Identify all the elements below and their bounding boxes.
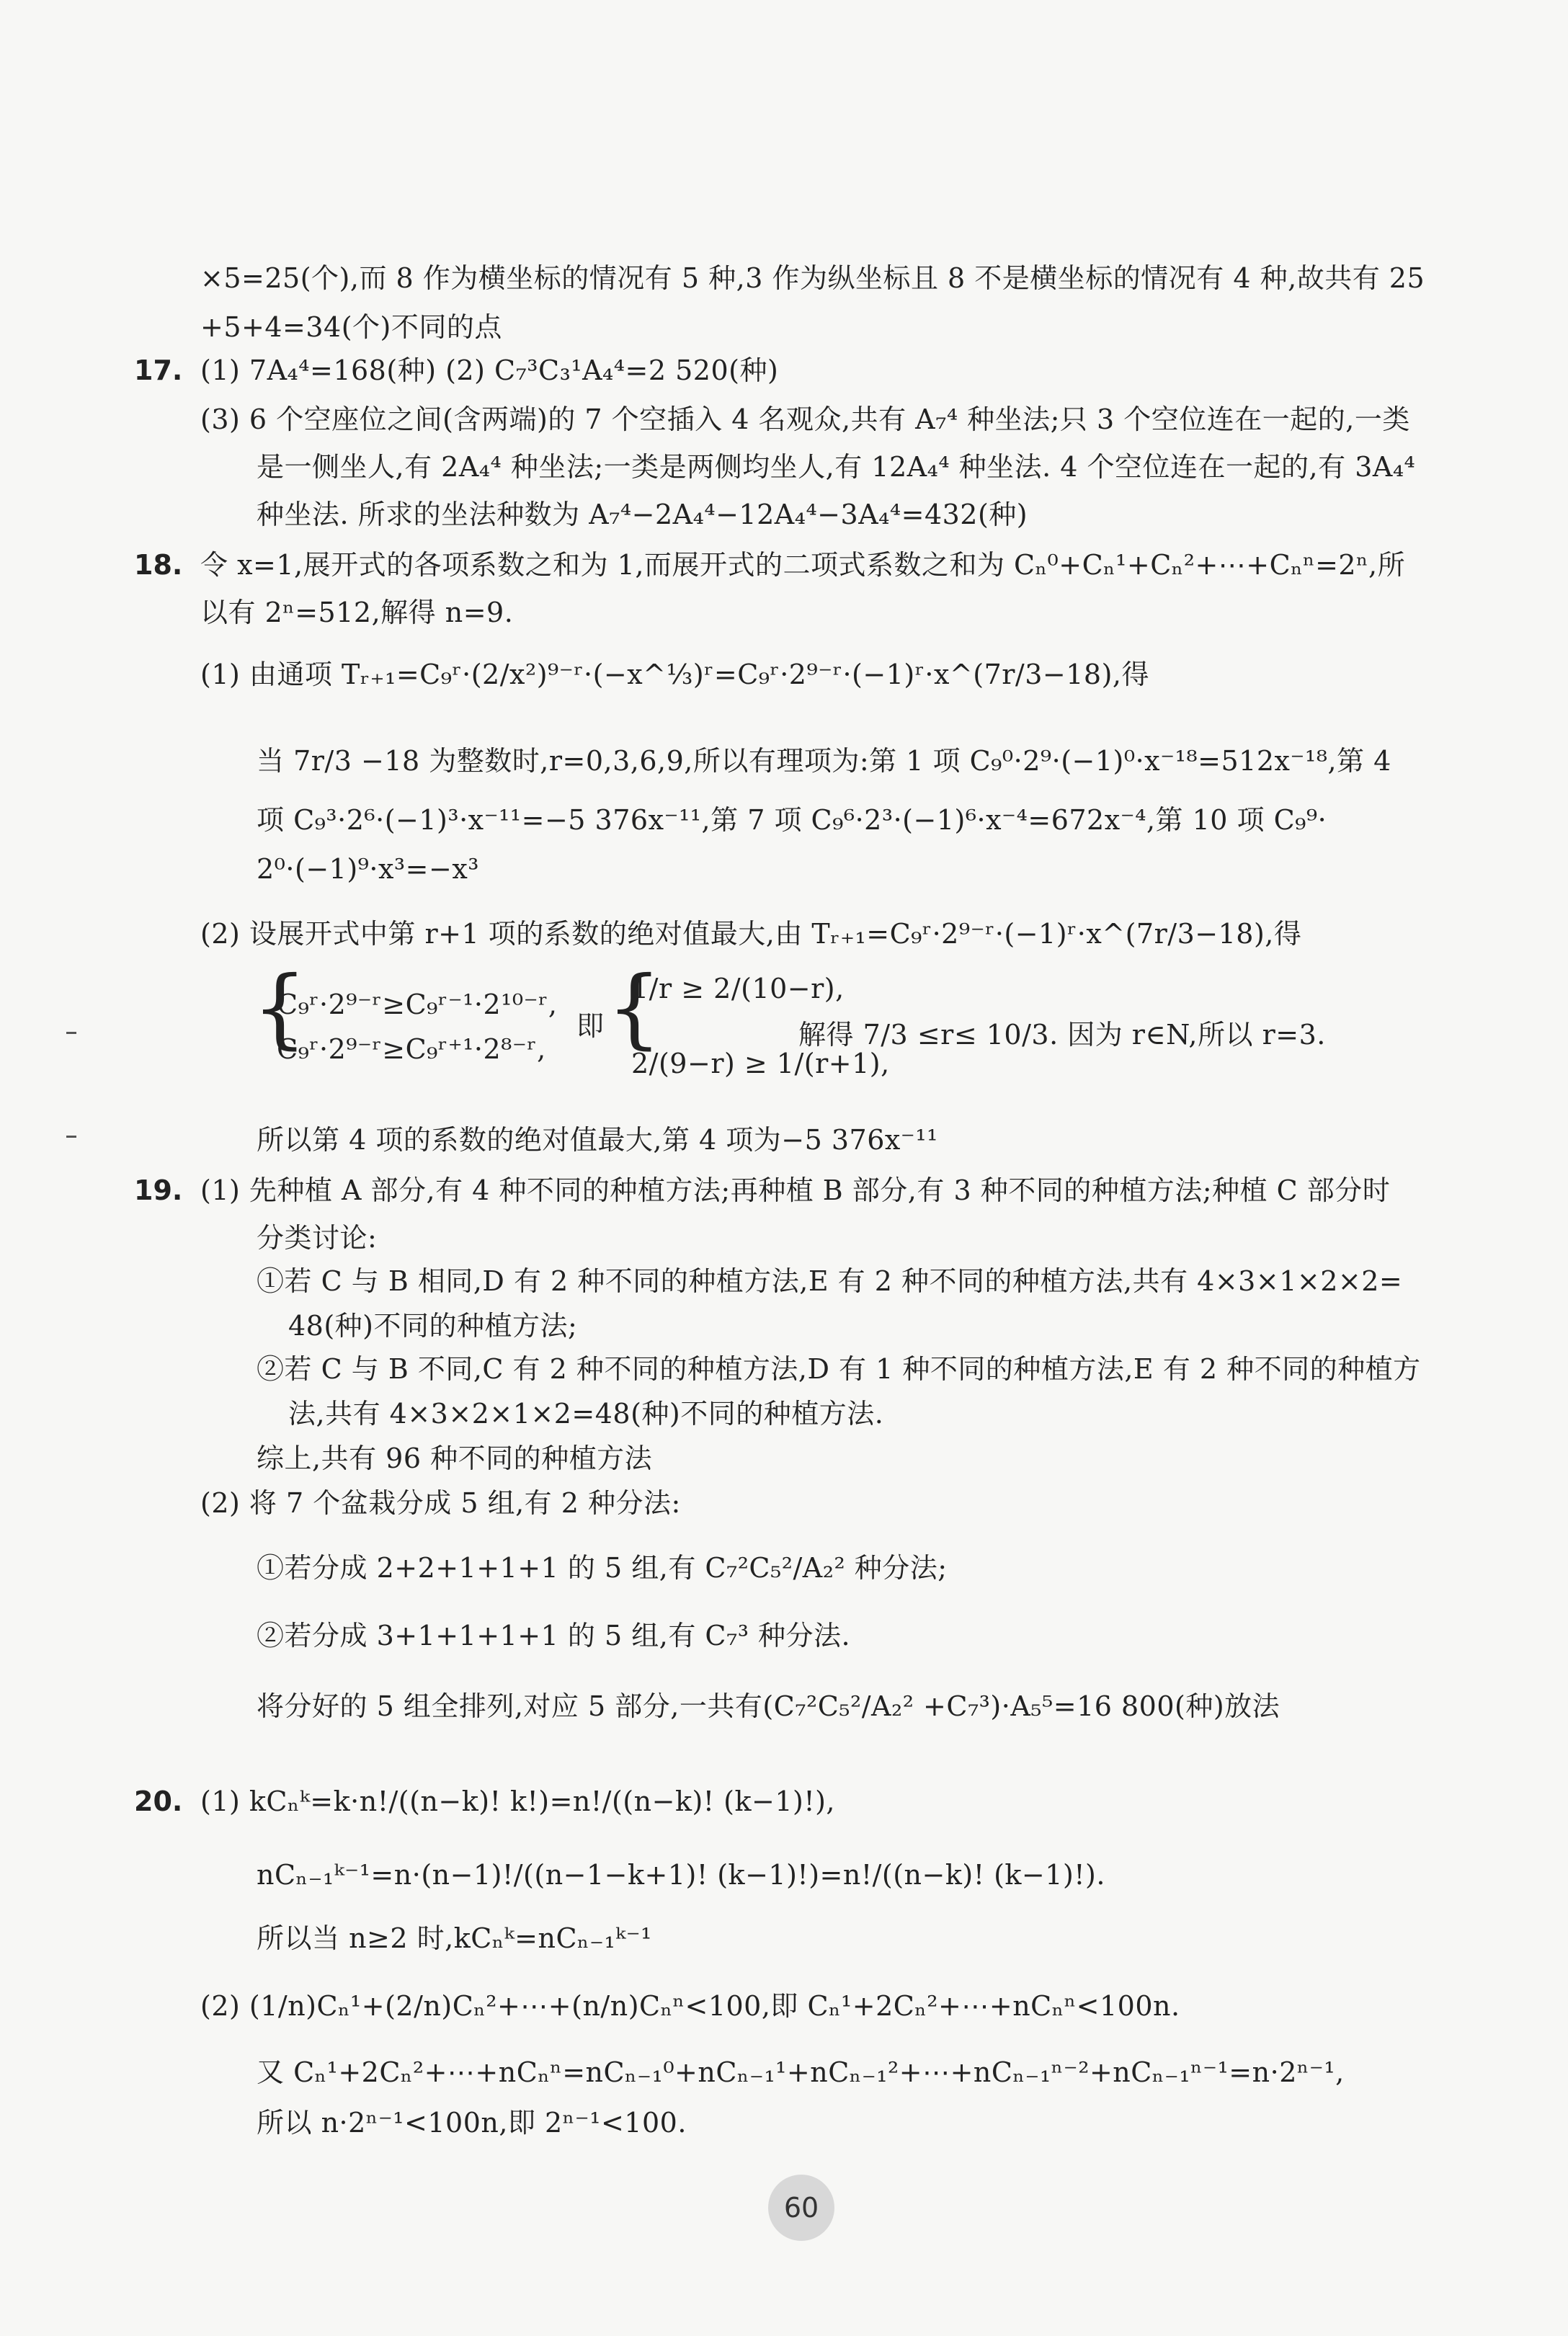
p16-line-2: +5+4=34(个)不同的点 <box>200 311 502 343</box>
p18-solve: 解得 7/3 ≤r≤ 10/3. 因为 r∈N,所以 r=3. <box>798 1019 1326 1051</box>
p20-line-3: 所以当 n≥2 时,kCₙᵏ=nCₙ₋₁ᵏ⁻¹ <box>257 1922 652 1954</box>
p19-part2-case2: ②若分成 3+1+1+1+1 的 5 组,有 C₇³ 种分法. <box>257 1620 851 1651</box>
p19-part2-case1: ①若分成 2+2+1+1+1 的 5 组,有 C₇²C₅²/A₂² 种分法; <box>257 1552 948 1584</box>
p18-system-2b: 2/(9−r) ≥ 1/(r+1), <box>631 1048 890 1079</box>
problem-20-number: 20. <box>134 1786 183 1817</box>
p16-line-1: ×5=25(个),而 8 作为横坐标的情况有 5 种,3 作为纵坐标且 8 不是横坐标的情况有 4 种,故共有 25 <box>200 262 1425 294</box>
margin-mark <box>66 1136 76 1138</box>
p19-case2-line-1: ②若 C 与 B 不同,C 有 2 种不同的种植方法,D 有 1 种不同的种植方法,E 有 2 种不同的种植方 <box>257 1353 1421 1385</box>
p17-part1: (1) 7A₄⁴=168(种) (2) C₇³C₃¹A₄⁴=2 520(种) <box>200 355 779 386</box>
left-brace-2: { <box>607 958 662 1058</box>
p18-part1-line-2: 当 7r/3 −18 为整数时,r=0,3,6,9,所以有理项为:第 1 项 C₉⁰·2⁹·(−1)⁰·x⁻¹⁸=512x⁻¹⁸,第 4 <box>257 745 1391 777</box>
p20-line-4: (2) (1/n)Cₙ¹+(2/n)Cₙ²+⋯+(n/n)Cₙⁿ<100,即 Cₙ¹+2Cₙ²+⋯+nCₙⁿ<100n. <box>200 1990 1180 2022</box>
p19-case1-line-1: ①若 C 与 B 相同,D 有 2 种不同的种植方法,E 有 2 种不同的种植方法,共有 4×3×1×2×2= <box>257 1265 1403 1297</box>
p19-case2-line-2: 法,共有 4×3×2×1×2=48(种)不同的种植方法. <box>288 1398 884 1430</box>
p19-part2-total: 将分好的 5 组全排列,对应 5 部分,一共有(C₇²C₅²/A₂² +C₇³)·A₅⁵=16 800(种)放法 <box>257 1690 1280 1722</box>
p20-line-5: 又 Cₙ¹+2Cₙ²+⋯+nCₙⁿ=nCₙ₋₁⁰+nCₙ₋₁¹+nCₙ₋₁²+⋯+nCₙ₋₁ⁿ⁻²+nCₙ₋₁ⁿ⁻¹=n·2ⁿ⁻¹, <box>257 2056 1345 2088</box>
p19-case1-line-2: 48(种)不同的种植方法; <box>288 1310 578 1342</box>
p18-part1-line-4: 2⁰·(−1)⁹·x³=−x³ <box>257 853 479 885</box>
p18-system-1a: C₉ʳ·2⁹⁻ʳ≥C₉ʳ⁻¹·2¹⁰⁻ʳ, <box>277 989 558 1020</box>
p19-part2-line-1: (2) 将 7 个盆栽分成 5 组,有 2 种分法: <box>200 1487 681 1519</box>
margin-mark <box>66 1032 76 1034</box>
p19-part1-line-2: 分类讨论: <box>257 1222 378 1254</box>
p20-line-2: nCₙ₋₁ᵏ⁻¹=n·(n−1)!/((n−1−k+1)! (k−1)!)=n!/((n−k)! (k−1)!). <box>257 1859 1105 1891</box>
p18-system-1b: C₉ʳ·2⁹⁻ʳ≥C₉ʳ⁺¹·2⁸⁻ʳ, <box>277 1033 546 1065</box>
p18-ji: 即 <box>576 1010 605 1042</box>
p18-part2-conclusion: 所以第 4 项的系数的绝对值最大,第 4 项为−5 376x⁻¹¹ <box>257 1124 938 1156</box>
p18-system-2a: 1/r ≥ 2/(10−r), <box>631 973 845 1004</box>
p19-part1-line-1: (1) 先种植 A 部分,有 4 种不同的种植方法;再种植 B 部分,有 3 种不同的种植方法;种植 C 部分时 <box>200 1174 1391 1206</box>
p18-part1-line-1: (1) 由通项 Tᵣ₊₁=C₉ʳ·(2/x²)⁹⁻ʳ·(−x^⅓)ʳ=C₉ʳ·2⁹⁻ʳ·(−1)ʳ·x^(7r/3−18),得 <box>200 659 1149 690</box>
p18-part2-line-1: (2) 设展开式中第 r+1 项的系数的绝对值最大,由 Tᵣ₊₁=C₉ʳ·2⁹⁻ʳ·(−1)ʳ·x^(7r/3−18),得 <box>200 918 1302 950</box>
p20-line-6: 所以 n·2ⁿ⁻¹<100n,即 2ⁿ⁻¹<100. <box>257 2107 687 2139</box>
p18-line-1: 令 x=1,展开式的各项系数之和为 1,而展开式的二项式系数之和为 Cₙ⁰+Cₙ¹+Cₙ²+⋯+Cₙⁿ=2ⁿ,所 <box>200 549 1406 581</box>
p17-part3-line-2: 是一侧坐人,有 2A₄⁴ 种坐法;一类是两侧均坐人,有 12A₄⁴ 种坐法. 4 个空位连在一起的,有 3A₄⁴ <box>257 451 1416 483</box>
p19-summary: 综上,共有 96 种不同的种植方法 <box>257 1443 653 1474</box>
problem-19-number: 19. <box>134 1174 183 1206</box>
p18-part1-line-3: 项 C₉³·2⁶·(−1)³·x⁻¹¹=−5 376x⁻¹¹,第 7 项 C₉⁶·2³·(−1)⁶·x⁻⁴=672x⁻⁴,第 10 项 C₉⁹· <box>257 804 1327 836</box>
problem-18-number: 18. <box>134 549 183 581</box>
page-number-badge <box>768 2175 834 2241</box>
p20-line-1: (1) kCₙᵏ=k·n!/((n−k)! k!)=n!/((n−k)! (k−1)!), <box>200 1786 836 1817</box>
page-number: 60 <box>783 2192 819 2224</box>
problem-17-number: 17. <box>134 355 183 386</box>
p17-part3-line-1: (3) 6 个空座位之间(含两端)的 7 个空插入 4 名观众,共有 A₇⁴ 种坐法;只 3 个空位连在一起的,一类 <box>200 404 1410 435</box>
p18-line-2: 以有 2ⁿ=512,解得 n=9. <box>200 597 514 628</box>
left-brace: { <box>252 958 308 1058</box>
p17-part3-line-3: 种坐法. 所求的坐法种数为 A₇⁴−2A₄⁴−12A₄⁴−3A₄⁴=432(种) <box>257 499 1028 530</box>
